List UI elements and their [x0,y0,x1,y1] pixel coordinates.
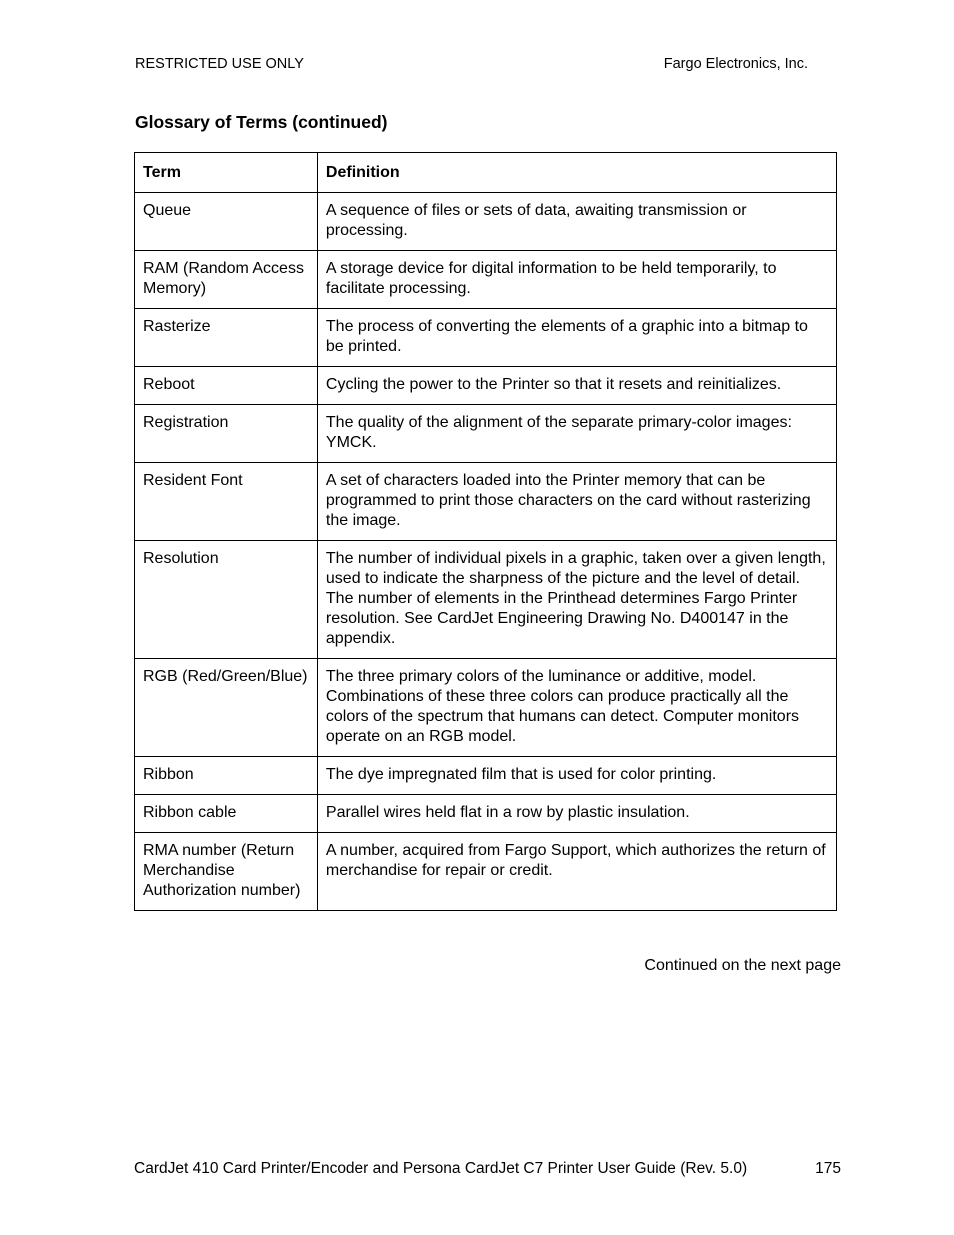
table-row [135,659,837,757]
glossary-table [134,152,837,911]
term-cell: Registration [135,405,318,463]
definition-cell: Cycling the power to the Printer so that it resets and reinitializes. [317,367,836,405]
table-row [135,405,837,463]
term-cell: Ribbon [135,757,318,795]
column-header-definition: Definition [317,153,836,193]
header-right-text: Fargo Electronics, Inc. [663,56,808,72]
section-title: Glossary of Terms (continued) [135,112,388,132]
definition-cell: The quality of the alignment of the separate primary-color images: YMCK. [317,405,836,463]
table-row [135,251,837,309]
definition-cell: A number, acquired from Fargo Support, which authorizes the return of merchandise for repair or credit. [317,833,836,911]
term-cell: Resident Font [135,463,318,541]
header-left-text: RESTRICTED USE ONLY [135,56,304,72]
page-number: 175 [815,1160,841,1177]
table-row [135,833,837,911]
table-header-row [135,153,837,193]
definition-cell: The three primary colors of the luminance or additive, model. Combinations of these three colors can produce practically all the colors of the spectrum that humans can detect. Computer monitors operate on an RGB model. [317,659,836,757]
table-row [135,367,837,405]
definition-cell: The process of converting the elements of a graphic into a bitmap to be printed. [317,309,836,367]
definition-cell: The dye impregnated film that is used for color printing. [317,757,836,795]
table-row [135,193,837,251]
definition-cell: Parallel wires held flat in a row by plastic insulation. [317,795,836,833]
table-row [135,795,837,833]
footer-title: CardJet 410 Card Printer/Encoder and Persona CardJet C7 Printer User Guide (Rev. 5.0) [134,1160,748,1177]
term-cell: RGB (Red/Green/Blue) [135,659,318,757]
table-row [135,463,837,541]
term-cell: Rasterize [135,309,318,367]
term-cell: Resolution [135,541,318,659]
term-cell: RAM (Random Access Memory) [135,251,318,309]
term-cell: RMA number (Return Merchandise Authorization number) [135,833,318,911]
table-row [135,309,837,367]
term-cell: Queue [135,193,318,251]
term-cell: Ribbon cable [135,795,318,833]
continued-note: Continued on the next page [644,957,841,974]
definition-cell: A storage device for digital information to be held temporarily, to facilitate processing. [317,251,836,309]
definition-cell: A sequence of files or sets of data, awaiting transmission or processing. [317,193,836,251]
table-row [135,541,837,659]
definition-cell: A set of characters loaded into the Printer memory that can be programmed to print those characters on the card without rasterizing the image. [317,463,836,541]
definition-cell: The number of individual pixels in a graphic, taken over a given length, used to indicate the sharpness of the picture and the level of detail. The number of elements in the Printhead determines Fargo Printer resolution. See CardJet Engineering Drawing No. D400147 in the appendix. [317,541,836,659]
column-header-term: Term [135,153,318,193]
table-row [135,757,837,795]
term-cell: Reboot [135,367,318,405]
